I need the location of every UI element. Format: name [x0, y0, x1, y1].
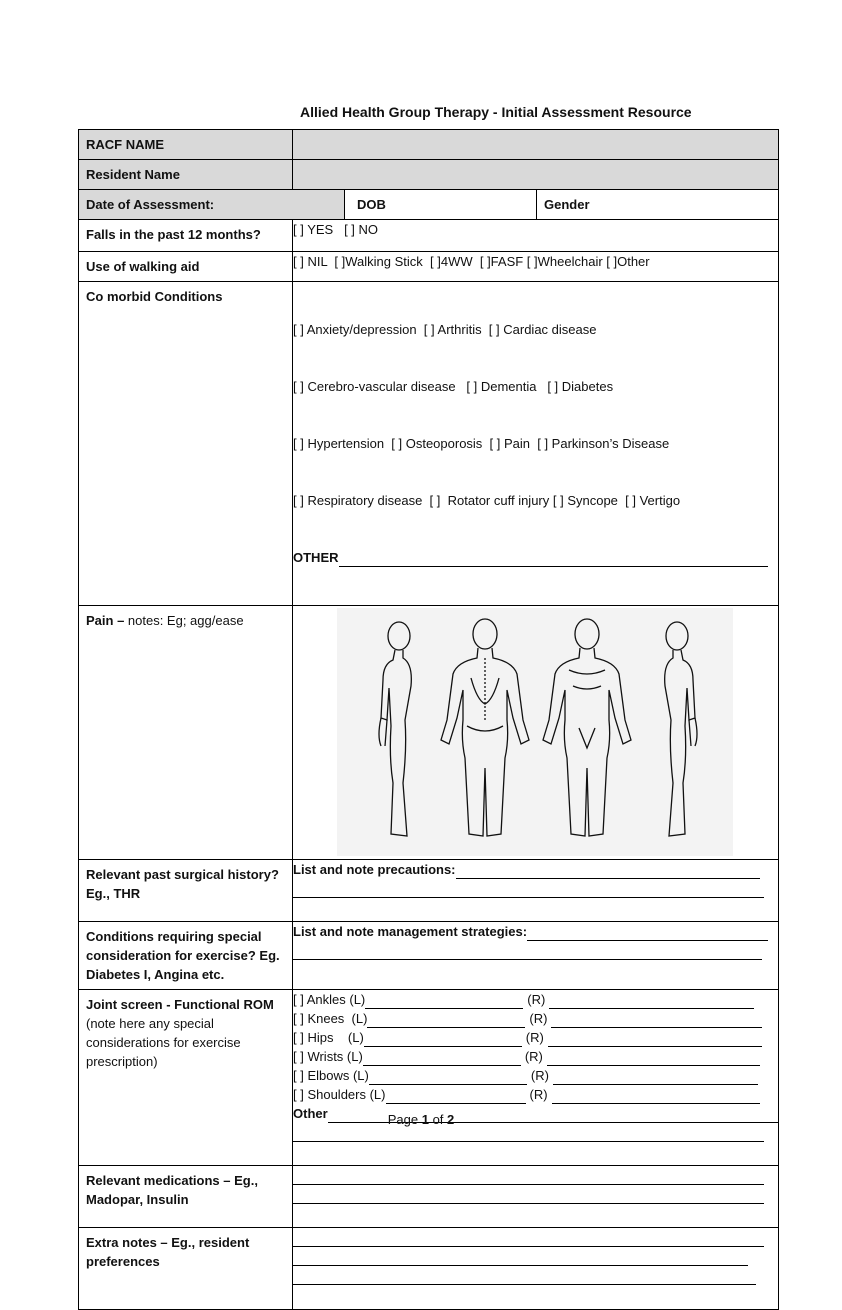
joint-shoulders-right-line[interactable] [552, 1089, 760, 1104]
body-chart-image[interactable] [337, 608, 733, 856]
joint-item [293, 990, 778, 1009]
page-current: 1 [421, 1112, 429, 1127]
resident-field[interactable] [293, 160, 779, 190]
comorbid-row [79, 282, 779, 606]
joint-knees-right-line[interactable] [551, 1013, 762, 1028]
page-prefix: Page [387, 1112, 422, 1127]
joint-ankles-checkbox[interactable]: [ ] Ankles (L) [293, 992, 366, 1007]
conditions-label: Conditions requiring special consideration for exercise? Eg. Diabetes I, Angina etc. [79, 922, 293, 990]
extra-field [293, 1228, 779, 1310]
falls-label: Falls in the past 12 months? [79, 220, 293, 252]
comorbid-other-label: OTHER [293, 550, 339, 565]
falls-row [79, 220, 779, 252]
extra-line-2[interactable] [293, 1247, 748, 1266]
joint-shoulders-right-label: (R) [529, 1087, 548, 1102]
joint-wrists-right-line[interactable] [547, 1051, 760, 1066]
joint-elbows-checkbox[interactable]: [ ] Elbows (L) [293, 1068, 369, 1083]
surgical-label: Relevant past surgical history? Eg., THR [79, 860, 293, 922]
joint-ankles-right-line[interactable] [549, 994, 754, 1009]
joint-elbows-right-line[interactable] [553, 1070, 758, 1085]
joint-shoulders-checkbox[interactable]: [ ] Shoulders (L) [293, 1087, 386, 1102]
conditions-line-1[interactable] [527, 926, 768, 941]
conditions-field [293, 922, 779, 990]
joint-knees-right-label: (R) [529, 1011, 548, 1026]
gender-field[interactable] [537, 190, 779, 220]
conditions-prompt: List and note management strategies: [293, 924, 528, 939]
dob-label: DOB [357, 197, 386, 212]
surgical-row [79, 860, 779, 922]
form-title: Allied Health Group Therapy - Initial Assessment Resource [300, 104, 692, 120]
pain-label-rest: notes: Eg; agg/ease [124, 613, 244, 628]
conditions-row [79, 922, 779, 990]
comorbid-line-2[interactable]: [ ] Cerebro-vascular disease [ ] Dementia [ ] Diabetes [293, 379, 614, 394]
joint-label-bold: Joint screen - Functional ROM [86, 997, 274, 1012]
assessment-form [78, 129, 779, 1310]
comorbid-line-3[interactable]: [ ] Hypertension [ ] Osteoporosis [ ] Pain [ ] Parkinson’s Disease [293, 436, 670, 451]
pain-row [79, 606, 779, 860]
page-of: of [428, 1112, 448, 1127]
date-row [79, 190, 779, 220]
pain-label-bold: Pain – [86, 613, 125, 628]
page-total: 2 [447, 1112, 455, 1127]
joint-item [293, 1085, 778, 1104]
joint-label-rest: (note here any special considerations for exercise prescription) [86, 1016, 241, 1069]
falls-no-checkbox[interactable]: [ ] NO [344, 222, 379, 237]
joint-wrists-right-label: (R) [524, 1049, 543, 1064]
walking-row [79, 252, 779, 282]
joint-hips-right-line[interactable] [548, 1032, 762, 1047]
joint-label [79, 990, 293, 1166]
pain-label [79, 606, 293, 860]
joint-hips-right-label: (R) [525, 1030, 544, 1045]
body-chart-cell [293, 606, 779, 860]
comorbid-line-1[interactable]: [ ] Anxiety/depression [ ] Arthritis [ ] Cardiac disease [293, 322, 597, 337]
meds-line-1[interactable] [293, 1166, 764, 1185]
extra-row [79, 1228, 779, 1310]
extra-line-3[interactable] [293, 1266, 756, 1285]
joint-item [293, 1028, 778, 1047]
comorbid-other [293, 548, 778, 567]
extra-label: Extra notes – Eg., resident preferences [79, 1228, 293, 1310]
walking-options[interactable]: [ ] NIL [ ]Walking Stick [ ]4WW [ ]FASF [ ]Wheelchair [ ]Other [293, 252, 779, 282]
racf-label: RACF NAME [79, 130, 293, 160]
surgical-prompt: List and note precautions: [293, 862, 456, 877]
joint-other-label: Other [293, 1106, 328, 1121]
joint-field [293, 990, 779, 1166]
joint-hips-checkbox[interactable]: [ ] Hips (L) [293, 1030, 364, 1045]
joint-row [79, 990, 779, 1166]
comorbid-line-4[interactable]: [ ] Respiratory disease [ ] Rotator cuff injury [ ] Syncope [ ] Vertigo [293, 493, 681, 508]
page-number [0, 1112, 842, 1127]
surgical-field [293, 860, 779, 922]
dob-field[interactable] [345, 190, 537, 220]
surgical-prompt-row [293, 860, 778, 879]
joint-knees-checkbox[interactable]: [ ] Knees (L) [293, 1011, 368, 1026]
joint-elbows-right-label: (R) [530, 1068, 549, 1083]
joint-shoulders-left-line[interactable] [386, 1089, 526, 1104]
gender-label: Gender [544, 197, 590, 212]
walking-label: Use of walking aid [79, 252, 293, 282]
falls-yes-checkbox[interactable]: [ ] YES [293, 222, 334, 237]
joint-item [293, 1066, 778, 1085]
joint-item [293, 1047, 778, 1066]
meds-line-2[interactable] [293, 1185, 764, 1204]
date-label: Date of Assessment: [79, 190, 345, 220]
joint-ankles-right-label: (R) [527, 992, 546, 1007]
joint-wrists-left-line[interactable] [363, 1051, 521, 1066]
comorbid-label: Co morbid Conditions [79, 282, 293, 606]
comorbid-field [293, 282, 779, 606]
joint-knees-left-line[interactable] [367, 1013, 525, 1028]
racf-field[interactable] [293, 130, 779, 160]
surgical-line-2[interactable] [293, 879, 764, 898]
joint-wrists-checkbox[interactable]: [ ] Wrists (L) [293, 1049, 363, 1064]
comorbid-other-line[interactable] [339, 552, 769, 567]
joint-ankles-left-line[interactable] [365, 994, 523, 1009]
joint-hips-left-line[interactable] [364, 1032, 522, 1047]
joint-elbows-left-line[interactable] [369, 1070, 527, 1085]
meds-label: Relevant medications – Eg., Madopar, Insulin [79, 1166, 293, 1228]
conditions-line-2[interactable] [293, 941, 762, 960]
resident-label: Resident Name [79, 160, 293, 190]
extra-line-1[interactable] [293, 1228, 764, 1247]
surgical-line-1[interactable] [456, 864, 761, 879]
falls-field [293, 220, 779, 252]
resident-row [79, 160, 779, 190]
conditions-prompt-row [293, 922, 778, 941]
racf-row [79, 130, 779, 160]
joint-item [293, 1009, 778, 1028]
